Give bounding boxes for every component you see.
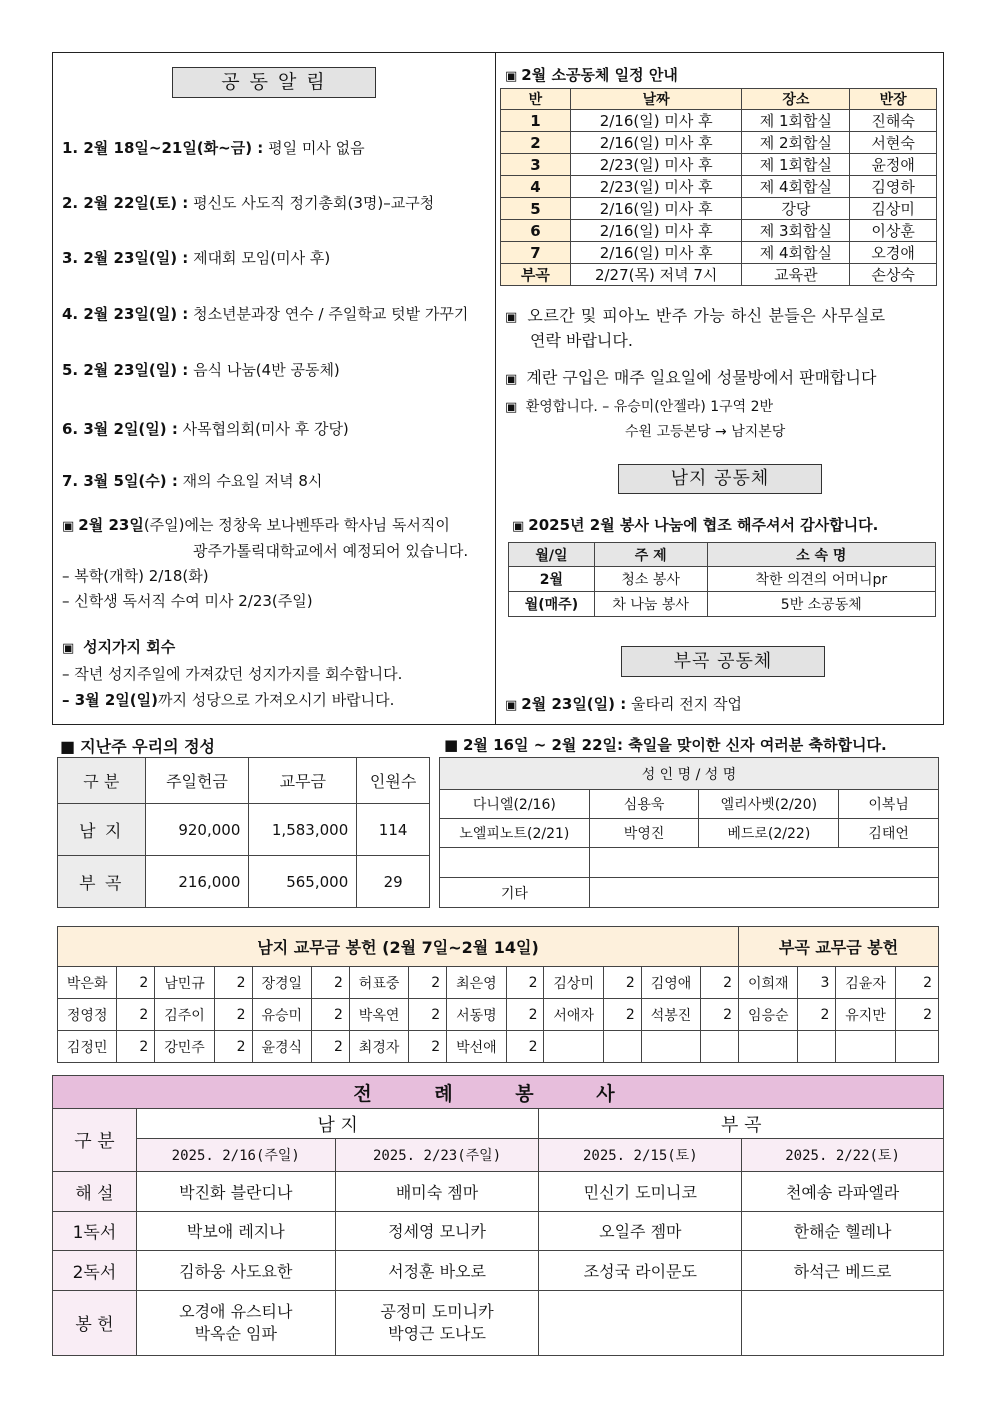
reader-head: ▣ 2월 23일(주일)에는 정창욱 보나벤뚜라 학사님 독서직이 — [62, 516, 450, 534]
schedule-header: 날짜 — [570, 89, 742, 110]
liturgy-date: 2025. 2/16(주일) — [136, 1139, 335, 1172]
branches-line2: – 3월 2일(일)까지 성당으로 가져오시기 바랍니다. — [62, 691, 395, 709]
table-row — [53, 1076, 944, 1109]
schedule-cell: 제 3회합실 — [742, 220, 850, 242]
feast-empty — [440, 848, 590, 878]
checkbox-icon: ▣ — [505, 372, 518, 387]
gyomu-count: 2 — [409, 999, 447, 1031]
notice-item — [62, 470, 322, 491]
namji-header: 소 속 명 — [707, 543, 935, 567]
notice-date: 7. 3월 5일(수) : — [62, 472, 178, 490]
gyomu-name: 김주이 — [155, 999, 214, 1031]
gyomu-name: 석봉진 — [641, 999, 700, 1031]
gyomu-count: 3 — [798, 967, 836, 999]
namji-cell: 청소 봉사 — [594, 567, 707, 592]
offering-cell: 부 곡 — [58, 856, 146, 908]
schedule-cell: 윤정애 — [850, 154, 937, 176]
liturgy-bongheon-cell — [136, 1290, 335, 1355]
gyomu-name: 이희재 — [739, 967, 798, 999]
notice-text: 평일 미사 없음 — [268, 139, 365, 157]
schedule-cell: 2/23(일) 미사 후 — [570, 154, 742, 176]
notice-item — [62, 303, 468, 324]
notice-item — [62, 247, 330, 268]
schedule-header: 반장 — [850, 89, 937, 110]
checkbox-icon: ▣ — [62, 641, 75, 656]
checkbox-icon: ▣ — [505, 400, 518, 415]
liturgy-cell: 정세영 모니카 — [335, 1211, 539, 1251]
gyomu-name: 강민주 — [155, 1031, 214, 1063]
gyomu-name: 윤경식 — [252, 1031, 311, 1063]
gyomu-name: 유승미 — [252, 999, 311, 1031]
notice-date: 5. 2월 23일(일) : — [62, 361, 189, 379]
table-row — [501, 264, 937, 286]
table-row — [440, 819, 939, 848]
liturgy-table — [52, 1075, 944, 1356]
namji-header: 월/일 — [509, 543, 595, 567]
gyomu-count: 2 — [701, 999, 739, 1031]
liturgy-cell: 배미숙 젬마 — [335, 1172, 539, 1212]
gyomu-count: 2 — [603, 999, 641, 1031]
liturgy-cell: 민신기 도미니코 — [539, 1172, 742, 1212]
schedule-cell: 부곡 — [501, 264, 571, 286]
liturgy-cell: 서정훈 바오로 — [335, 1251, 539, 1291]
schedule-cell: 제 4회합실 — [742, 242, 850, 264]
square-bullet-icon: ■ — [60, 737, 76, 756]
gyomu-name: 김영애 — [641, 967, 700, 999]
schedule-cell: 이상훈 — [850, 220, 937, 242]
schedule-table — [500, 88, 937, 286]
egg-note: ▣ 계란 구입은 매주 일요일에 성물방에서 판매합니다 — [505, 368, 877, 387]
table-row — [53, 1290, 944, 1355]
gyomu-count — [603, 1031, 641, 1063]
gyomu-name — [836, 1031, 895, 1063]
feast-cell: 엘리사벳(2/20) — [699, 790, 839, 819]
schedule-cell: 2/16(일) 미사 후 — [570, 242, 742, 264]
offering-cell: 114 — [357, 804, 430, 856]
namji-service-table — [508, 542, 936, 617]
notice-item — [62, 192, 434, 213]
schedule-cell: 제 4회합실 — [742, 176, 850, 198]
notice-date: 6. 3월 2일(일) : — [62, 420, 178, 438]
gyomu-count: 2 — [214, 967, 252, 999]
liturgy-bongheon-label: 봉 헌 — [53, 1290, 137, 1355]
liturgy-row-label: 2독서 — [53, 1251, 137, 1291]
gyomu-namji-title: 남지 교무금 봉헌 (2월 7일~2월 14일) — [58, 927, 739, 967]
table-row — [440, 848, 939, 878]
gyomu-count: 2 — [409, 1031, 447, 1063]
gyomu-name: 서동명 — [447, 999, 506, 1031]
schedule-cell: 1 — [501, 110, 571, 132]
gyomu-name: 김윤자 — [836, 967, 895, 999]
schedule-cell: 2/27(목) 저녁 7시 — [570, 264, 742, 286]
gyomu-bugok-title: 부곡 교무금 봉헌 — [739, 927, 939, 967]
schedule-cell: 2 — [501, 132, 571, 154]
gyomu-count: 2 — [506, 967, 544, 999]
schedule-cell: 제 2회합실 — [742, 132, 850, 154]
gyomu-count — [798, 1031, 836, 1063]
liturgy-bongheon-cell — [335, 1290, 539, 1355]
bongheon-name: 오경애 유스티나 — [179, 1301, 293, 1321]
table-row — [53, 1109, 944, 1139]
table-row — [509, 567, 936, 592]
offering-title: ■ 지난주 우리의 정성 — [60, 737, 216, 756]
feast-header: 성 인 명 / 성 명 — [440, 758, 939, 790]
table-row — [501, 132, 937, 154]
gyomu-count: 2 — [312, 967, 350, 999]
schedule-header: 장소 — [742, 89, 850, 110]
table-row — [440, 758, 939, 790]
gyomu-count: 2 — [214, 999, 252, 1031]
offering-table — [57, 757, 430, 908]
gyomu-name: 김정민 — [58, 1031, 117, 1063]
notice-text: 음식 나눔(4반 공동체) — [193, 361, 340, 379]
liturgy-row-label: 해 설 — [53, 1172, 137, 1212]
offering-cell: 565,000 — [249, 856, 357, 908]
reader-line2: 광주가톨릭대학교에서 예정되어 있습니다. — [193, 542, 469, 560]
table-row — [58, 999, 939, 1031]
schedule-cell: 2/23(일) 미사 후 — [570, 176, 742, 198]
liturgy-cell: 김하웅 사도요한 — [136, 1251, 335, 1291]
namji-cell: 착한 의견의 어머니pr — [707, 567, 935, 592]
offering-cell: 216,000 — [145, 856, 249, 908]
feast-cell: 이복님 — [839, 790, 939, 819]
notice-item — [62, 359, 340, 380]
feast-cell: 김태언 — [839, 819, 939, 848]
gyomu-name: 남민규 — [155, 967, 214, 999]
namji-title: 남지 공동체 — [618, 464, 822, 494]
gyomu-count: 2 — [506, 1031, 544, 1063]
liturgy-cell: 한해순 헬레나 — [742, 1211, 944, 1251]
gyomu-count: 2 — [798, 999, 836, 1031]
bongheon-name: 공정미 도미니카 — [380, 1301, 494, 1321]
offering-cell: 1,583,000 — [249, 804, 357, 856]
branches-line1: – 작년 성지주일에 가져갔던 성지가지를 회수합니다. — [62, 665, 403, 683]
gyomu-name: 박선애 — [447, 1031, 506, 1063]
notice-text: 평신도 사도직 정기총회(3명)–교구청 — [193, 194, 435, 212]
table-row — [501, 198, 937, 220]
organ-note: ▣ 오르간 및 피아노 반주 가능 하신 분들은 사무실로 — [505, 306, 886, 325]
notice-date: 4. 2월 23일(일) : — [62, 305, 189, 323]
schedule-cell: 강당 — [742, 198, 850, 220]
checkbox-icon: ▣ — [62, 519, 75, 534]
offering-header: 주일헌금 — [145, 758, 249, 804]
gyomu-count: 2 — [117, 1031, 155, 1063]
gyomu-count: 2 — [312, 1031, 350, 1063]
liturgy-label-col: 구 분 — [53, 1109, 137, 1172]
bugok-note: ▣ 2월 23일(일) : 울타리 전지 작업 — [505, 695, 742, 713]
schedule-cell: 4 — [501, 176, 571, 198]
schedule-cell: 손상숙 — [850, 264, 937, 286]
schedule-cell: 오경애 — [850, 242, 937, 264]
bongheon-name: 박영근 도나도 — [388, 1323, 486, 1343]
feast-cell: 노엘피노트(2/21) — [440, 819, 590, 848]
notice-item — [62, 137, 365, 158]
gyomu-name — [739, 1031, 798, 1063]
organ-note-2: 연락 바랍니다. — [530, 331, 633, 350]
table-row — [53, 1251, 944, 1291]
liturgy-namji: 남 지 — [136, 1109, 539, 1139]
schedule-cell: 2/16(일) 미사 후 — [570, 220, 742, 242]
schedule-title: ▣ 2월 소공동체 일정 안내 — [505, 66, 678, 84]
feast-title: ■ 2월 16일 ~ 2월 22일: 축일을 맞이한 신자 여러분 축하합니다. — [444, 736, 887, 754]
table-row — [501, 154, 937, 176]
notice-date: 3. 2월 23일(일) : — [62, 249, 189, 267]
schedule-cell: 서현숙 — [850, 132, 937, 154]
gyomu-count: 2 — [214, 1031, 252, 1063]
offering-header: 인원수 — [357, 758, 430, 804]
gyomu-name: 임응순 — [739, 999, 798, 1031]
schedule-cell: 7 — [501, 242, 571, 264]
liturgy-date: 2025. 2/22(토) — [742, 1139, 944, 1172]
gyomu-count: 2 — [701, 967, 739, 999]
schedule-cell: 2/16(일) 미사 후 — [570, 132, 742, 154]
feast-cell: 다니엘(2/16) — [440, 790, 590, 819]
table-row — [53, 1211, 944, 1251]
liturgy-cell: 천예송 라파엘라 — [742, 1172, 944, 1212]
checkbox-icon: ▣ — [505, 310, 518, 325]
schedule-cell: 5 — [501, 198, 571, 220]
table-row — [501, 220, 937, 242]
gyomu-name: 서애자 — [544, 999, 603, 1031]
feast-cell: 심용욱 — [589, 790, 699, 819]
offering-header: 구 분 — [58, 758, 146, 804]
gyomu-count — [701, 1031, 739, 1063]
schedule-cell: 2/16(일) 미사 후 — [570, 110, 742, 132]
reader-line3: – 복학(개학) 2/18(화) — [62, 567, 209, 585]
liturgy-cell: 박보애 레지나 — [136, 1211, 335, 1251]
gyomu-count: 2 — [603, 967, 641, 999]
table-row — [58, 804, 430, 856]
gyomu-name: 김상미 — [544, 967, 603, 999]
table-row — [440, 878, 939, 908]
table-row — [440, 790, 939, 819]
gyomu-table — [57, 926, 939, 1063]
liturgy-date: 2025. 2/15(토) — [539, 1139, 742, 1172]
table-row — [58, 856, 430, 908]
liturgy-cell: 하석근 베드로 — [742, 1251, 944, 1291]
liturgy-date: 2025. 2/23(주일) — [335, 1139, 539, 1172]
gyomu-name: 허표중 — [349, 967, 408, 999]
schedule-header: 반 — [501, 89, 571, 110]
namji-cell: 5반 소공동체 — [707, 592, 935, 617]
table-row — [58, 967, 939, 999]
schedule-cell: 제 1회합실 — [742, 154, 850, 176]
bongheon-name: 박옥순 임파 — [194, 1323, 277, 1343]
offering-cell: 29 — [357, 856, 430, 908]
checkbox-icon: ▣ — [505, 698, 518, 713]
offering-cell: 920,000 — [145, 804, 249, 856]
offering-header: 교무금 — [249, 758, 357, 804]
square-bullet-icon: ■ — [444, 736, 459, 754]
namji-cell: 차 나눔 봉사 — [594, 592, 707, 617]
checkbox-icon: ▣ — [505, 69, 518, 84]
feast-cell: 베드로(2/22) — [699, 819, 839, 848]
gyomu-name: 박옥연 — [349, 999, 408, 1031]
notice-date: 1. 2월 18일~21일(화~금) : — [62, 139, 264, 157]
table-row — [53, 1139, 944, 1172]
gyomu-count: 2 — [506, 999, 544, 1031]
gyomu-count: 2 — [117, 967, 155, 999]
gyomu-count: 2 — [895, 999, 938, 1031]
notice-text: 재의 수요일 저녁 8시 — [182, 472, 323, 490]
schedule-cell: 김영하 — [850, 176, 937, 198]
gyomu-count: 2 — [409, 967, 447, 999]
feast-table — [439, 757, 939, 908]
table-row — [58, 758, 430, 804]
feast-other-value — [589, 878, 938, 908]
schedule-cell: 3 — [501, 154, 571, 176]
offering-cell: 남 지 — [58, 804, 146, 856]
gyomu-count — [895, 1031, 938, 1063]
namji-thanks: ▣ 2025년 2월 봉사 나눔에 협조 해주셔서 감사합니다. — [512, 516, 879, 534]
namji-header: 주 제 — [594, 543, 707, 567]
table-row — [501, 242, 937, 264]
branches-head: ▣ 성지가지 회수 — [62, 638, 176, 656]
table-row — [501, 110, 937, 132]
liturgy-bugok: 부 곡 — [539, 1109, 944, 1139]
table-row — [58, 927, 939, 967]
liturgy-bongheon-cell — [539, 1290, 742, 1355]
namji-cell: 월(매주) — [509, 592, 595, 617]
liturgy-cell: 오일주 젬마 — [539, 1211, 742, 1251]
gyomu-name: 정영정 — [58, 999, 117, 1031]
schedule-cell: 6 — [501, 220, 571, 242]
notice-text: 제대회 모임(미사 후) — [193, 249, 331, 267]
liturgy-cell: 조성국 라이문도 — [539, 1251, 742, 1291]
feast-empty — [589, 848, 938, 878]
table-row — [501, 176, 937, 198]
schedule-cell: 진해숙 — [850, 110, 937, 132]
feast-cell: 박영진 — [589, 819, 699, 848]
table-row — [509, 592, 936, 617]
gyomu-name: 최은영 — [447, 967, 506, 999]
reader-line4: – 신학생 독서직 수여 미사 2/23(주일) — [62, 592, 313, 610]
gyomu-name — [641, 1031, 700, 1063]
schedule-cell: 2/16(일) 미사 후 — [570, 198, 742, 220]
liturgy-row-label: 1독서 — [53, 1211, 137, 1251]
gyomu-name: 박은화 — [58, 967, 117, 999]
checkbox-icon: ▣ — [512, 519, 525, 534]
gyomu-name: 최경자 — [349, 1031, 408, 1063]
feast-other-label: 기타 — [440, 878, 590, 908]
column-divider — [495, 52, 496, 725]
notice-date: 2. 2월 22일(토) : — [62, 194, 189, 212]
bugok-title: 부곡 공동체 — [621, 646, 825, 677]
welcome-note-2: 수원 고등본당 → 남지본당 — [625, 424, 786, 440]
table-row — [58, 1031, 939, 1063]
notice-title: 공 동 알 림 — [172, 67, 376, 98]
notice-text: 청소년분과장 연수 / 주일학교 텃밭 가꾸기 — [193, 305, 469, 323]
schedule-cell: 김상미 — [850, 198, 937, 220]
notice-text: 사목협의회(미사 후 강당) — [182, 420, 349, 438]
schedule-cell: 제 1회합실 — [742, 110, 850, 132]
liturgy-bongheon-cell — [742, 1290, 944, 1355]
table-row — [53, 1172, 944, 1212]
welcome-note: ▣ 환영합니다. – 유승미(안젤라) 1구역 2반 — [505, 399, 774, 415]
namji-cell: 2월 — [509, 567, 595, 592]
gyomu-name: 유지만 — [836, 999, 895, 1031]
gyomu-name: 장경일 — [252, 967, 311, 999]
notice-item — [62, 418, 349, 439]
liturgy-title: 전 례 봉 사 — [53, 1076, 944, 1109]
liturgy-cell: 박진화 블란디나 — [136, 1172, 335, 1212]
gyomu-count: 2 — [895, 967, 938, 999]
gyomu-name — [544, 1031, 603, 1063]
schedule-cell: 교육관 — [742, 264, 850, 286]
gyomu-count: 2 — [312, 999, 350, 1031]
gyomu-count: 2 — [117, 999, 155, 1031]
